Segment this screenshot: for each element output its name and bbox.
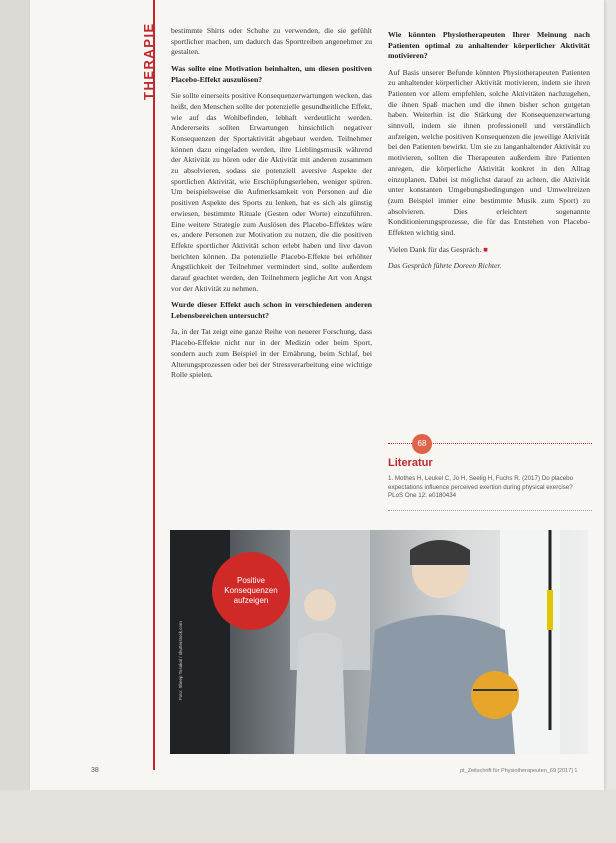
thanks-line: Vielen Dank für das Gespräch. ■ [388,244,488,254]
section-tag: THERAPIE [141,22,156,100]
answer-physiotherapists: Auf Basis unserer Befunde könnten Physiotherapeuten Patienten zu anhaltender körperlicher Aktivität motivieren, indem sie ihren Patienten vor allem empfehlen, solche Aktivitäten nachzugehen, die ihnen Spaß machen und die ihnen bisher schon gutgetan haben. Weiterhin ist die Stärkung der Konsequenzerwartung sinnvoll, indem sie ihnen professionell und verständlich aufzeigen, welche positiven Konsequenzen die jeweilige Aktivität bei den Patienten bewirkt. Um sie zu langanhaltender Aktivität zu motivieren, sollten die Therapeuten außerdem ihre Patienten anregen, die körperliche Aktivität konkret in den Alltag einzuplanen. Dabei ist möglichst darauf zu achten, die Aktivität unter konstanten Umgebungsbedingungen und Umweltreizen (zum Beispiel immer eine bestimmte Musik zum Sport) zu absolvieren. Dies erleichtert sogenannte Konditionierungsprozesse, die für das Entstehen von Placebo-Effekten wichtig sind. [388,67,590,238]
literature-rule [388,510,592,511]
literature-heading: Literatur [388,457,433,469]
question-physiotherapists: Wie könnten Physiotherapeuten Ihrer Meinung nach Patienten optimal zu anhaltender körperlicher Aktivität motivieren? [388,30,590,60]
scan-bottom-margin [0,790,616,843]
question-other-areas: Wurde dieser Effekt auch schon in verschiedenen anderen Lebensbereichen untersucht? [171,300,372,320]
text-column-right [388,24,590,354]
literature-badge: 68 [412,434,432,454]
question-motivation: Was sollte eine Motivation beinhalten, um diesen positiven Placebo-Effekt auszulösen? [171,64,372,84]
paragraph-intro: bestimmte Shirts oder Schuhe zu verwenden, die sie gefühlt sportlicher machen, um dadurch das Sporttreiben angenehmer zu gestalten. [171,26,372,57]
interviewer-credit: Das Gespräch führte Doreen Richter. [388,261,502,271]
literature-entry: 1. Mothes H, Leukel C, Jo H, Seelig H, Fuchs R. (2017) Do placebo expectations influence perceived exertion during physical exercise? PLoS One 12: e0180434 [388,475,574,499]
magazine-footer: pt_Zeitschrift für Physiotherapeuten_69 [2017] 1 [460,768,578,774]
page-number: 38 [91,767,99,774]
answer-motivation: Sie sollte einerseits positive Konsequenzerwartungen wecken, das heißt, den Menschen sollte der potenzielle gesundheitliche Effekt, wie auf das Wohlbefinden, lebhaft verdeutlicht werden. Andererseits sollten Erwartungen hinsichtlich negativer Konsequenzen der Sportaktivität abgebaut werden. Teilnehmer können dazu eingeladen werden, ihre Lieblingsmusik während der Aktivität zu hören oder die Aktivität mit anderen zusammen zu absolvieren, sodass sie potenziell aversive Aspekte der sportlichen Aktivität, wie Erschöpfungserleben, weniger spüren. Um beispielsweise die Aufmerksamkeit von Personen auf die positiven Aspekte des Sports zu lenken, hat es sich als günstig erwiesen, bestimmte Rituale (Gesten oder Worte) einzuführen. Eine weitere Strategie zum Auslösen des Placebo-Effektes wäre es, andere Personen zur Motivation zu nutzen, die die positiven Effekte sportlicher Aktivität schon erlebt haben und live davon berichten können. Da potenzielle Placebo-Effekte bei erhöhter Ängstlichkeit der Teilnehmer vermindert sind, sollte außerdem darauf geachtet werden, den Teilnehmern jegliche Art von Angst vor der Aktivität zu nehmen. [171,91,372,293]
section-rule [153,0,155,770]
photo-caption-badge: Positive Konsequenzen aufzeigen [212,552,290,630]
scan-margin [0,0,30,843]
answer-other-areas: Ja, in der Tat zeigt eine ganze Reihe von neuerer Forschung, dass Placebo-Effekte nicht nur in der Medizin oder beim Sport, sondern auch zum Beispiel in der Ernährung, beim Schlaf, bei Alterungsprozessen oder bei der Stressverarbeitung eine wichtige Rolle spielen. [171,327,372,380]
photo-credit: Foto: Sheep Tosakal / shutterstock.com [178,621,183,700]
text-column-left [171,26,372,526]
end-mark-icon: ■ [483,244,488,254]
